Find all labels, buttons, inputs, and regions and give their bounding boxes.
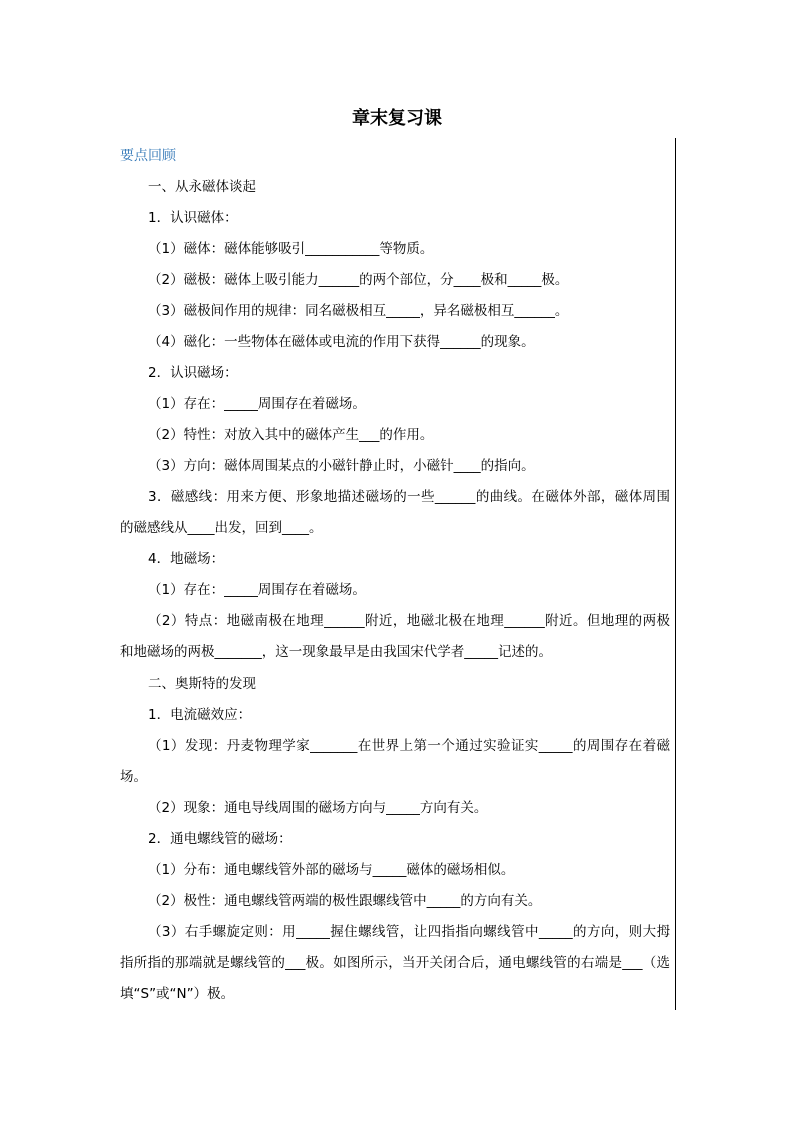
text-line: （1）分布：通电螺线管外部的磁场与_____磁体的磁场相似。	[148, 862, 515, 878]
text-line: （1）存在：_____周围存在着磁场。	[148, 396, 366, 412]
text-line: （3）磁极间作用的规律：同名磁极相互_____，异名磁极相互______。	[148, 303, 569, 319]
text-line: （2）特点：地磁南极在地理______附近，地磁北极在地理______附近。但地理的两极	[148, 613, 670, 629]
page-title: 章末复习课	[352, 108, 442, 129]
text-line: 的磁感线从____出发，回到____。	[120, 520, 323, 536]
content-frame	[118, 138, 676, 1010]
text-line: 4．地磁场：	[148, 551, 225, 567]
text-line: （2）极性：通电螺线管两端的极性跟螺线管中_____的方向有关。	[148, 893, 542, 909]
section-heading: 要点回顾	[120, 148, 176, 164]
text-line: （2）特性：对放入其中的磁体产生___的作用。	[148, 427, 434, 443]
text-line: 1．认识磁体：	[148, 210, 238, 226]
text-line: 1．电流磁效应：	[148, 707, 252, 723]
text-line: （4）磁化：一些物体在磁体或电流的作用下获得______的现象。	[148, 334, 535, 350]
text-line: （2）现象：通电导线周围的磁场方向与_____方向有关。	[148, 800, 488, 816]
heading-line: 一、从永磁体谈起	[148, 179, 256, 195]
text-line: （2）磁极：磁体上吸引能力______的两个部位，分____极和_____极。	[148, 272, 569, 288]
text-line: 指所指的那端就是螺线管的___极。如图所示，当开关闭合后，通电螺线管的右端是___（选	[120, 955, 670, 971]
text-line: 和地磁场的两极_______，这一现象最早是由我国宋代学者_____记述的。	[120, 644, 552, 660]
text-line: 2．认识磁场：	[148, 365, 238, 381]
text-line: （1）存在：_____周围存在着磁场。	[148, 582, 366, 598]
heading-line: 二、奥斯特的发现	[148, 676, 256, 692]
text-line: （3）右手螺旋定则：用_____握住螺线管，让四指指向螺线管中_____的方向，则大拇	[148, 924, 670, 940]
text-line: （1）磁体：磁体能够吸引___________等物质。	[148, 241, 434, 257]
text-line: 填“S”或“N”）极。	[120, 986, 235, 1002]
text-line: 场。	[120, 769, 147, 785]
text-line: （1）发现：丹麦物理学家_______在世界上第一个通过实验证实_____的周围存在着磁	[148, 738, 670, 754]
text-line: 3．磁感线：用来方便、形象地描述磁场的一些______的曲线。在磁体外部，磁体周围	[148, 489, 670, 505]
text-line: 2．通电螺线管的磁场：	[148, 831, 292, 847]
text-line: （3）方向：磁体周围某点的小磁针静止时，小磁针____的指向。	[148, 458, 535, 474]
